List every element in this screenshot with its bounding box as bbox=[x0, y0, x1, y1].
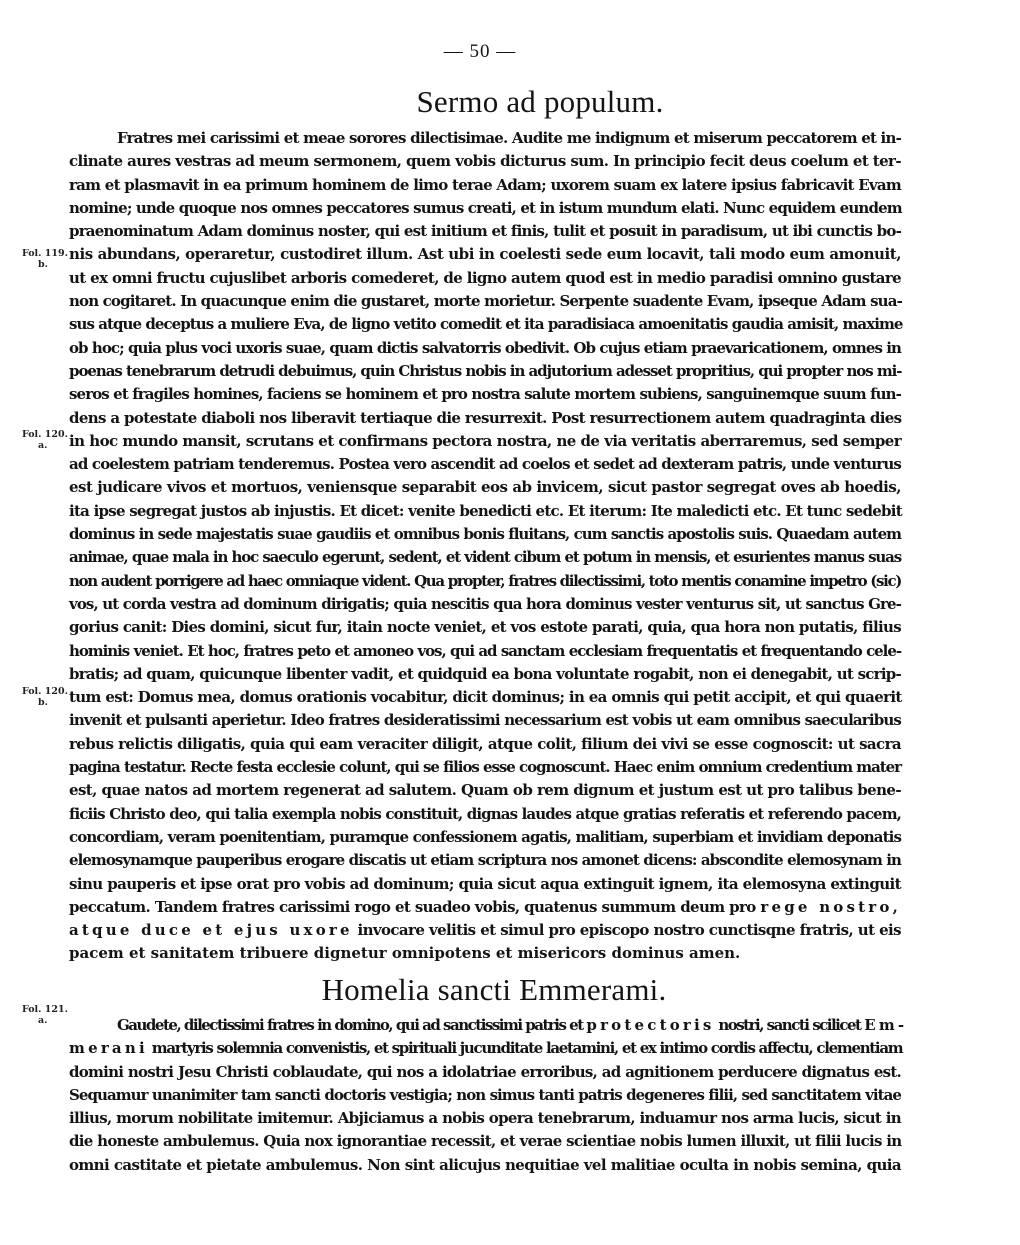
text-run: martyris solemnia convenistis, et spirituali jucunditate laetamini, et ex intimo cordis affectu, clementiam bbox=[151, 1039, 903, 1058]
text-run: Gaudete, dilectissimi fratres in domino, qui ad sanctissimi patris et bbox=[117, 1016, 583, 1034]
text-line: praenominatum Adam dominus noster, qui est initium et finis, tulit et posuit in paradisum, ut ibi cunctis bo- bbox=[69, 222, 901, 241]
text-line: ob hoc; quia plus voci uxoris suae, quam dictis salvatorris obedivit. Ob cujus etiam praevaricationem, omnes in bbox=[69, 338, 901, 357]
text-line: ad coelestem patriam tenderemus. Postea vero ascendit ad coelos et sedet ad dexteram patris, unde venturus bbox=[69, 455, 901, 474]
spaced-text: Em- bbox=[864, 1016, 908, 1034]
sermo-paragraph bbox=[69, 127, 901, 966]
text-run: peccatum. Tandem fratres carissimi rogo et suadeo vobis, quatenus summum deum pro bbox=[69, 897, 756, 916]
folio-side: a. bbox=[38, 1015, 48, 1026]
text-line: ut ex omni fructu cujuslibet arboris comederet, de ligno autem quod est in medio paradisi omnino gustare bbox=[69, 268, 901, 287]
text-line: sus atque deceptus a muliere Eva, de ligno vetito comedit et ita paradisiaca amoenitatis gaudia amisit, maxime bbox=[69, 315, 903, 334]
text-line: sinu pauperis et ipse orat pro vobis ad dominum; quia sicut aqua extinguit ignem, ita elemosyna extinguit bbox=[69, 874, 901, 893]
text-line: tum est: Domus mea, domus orationis vocabitur, dicit dominus; in ea omnis qui petit accipit, et qui quaerit bbox=[69, 688, 902, 707]
text-line: elemosynamque pauperibus erogare discatis ut etiam scriptura nos amonet dicens: abscondite elemosynam in bbox=[69, 851, 901, 870]
folio-number: Fol. 120. bbox=[22, 429, 68, 440]
text-line: in hoc mundo mansit, scrutans et confirmans pectora nostra, ne de via veritatis aberraremus, sed semper bbox=[69, 431, 901, 450]
text-line: Sequamur unanimiter tam sancti doctoris vestigia; non simus tanti patris degeneres filii, sed sanctitatem vitae bbox=[69, 1085, 901, 1104]
text-line: concordiam, veram poenitentiam, puramque confessionem agatis, malitiam, superbiam et invidiam deponatis bbox=[69, 827, 901, 846]
text-run: invocare velitis et simul pro episcopo nostro cunctisqne fratris, ut eis bbox=[357, 921, 901, 940]
folio-side: b. bbox=[38, 259, 48, 270]
text-line: illius, morum nobilitate imitemur. Abjiciamus a nobis opera tenebrarum, induamur nos arma lucis, sicut in bbox=[69, 1109, 901, 1128]
folio-side: a. bbox=[38, 440, 48, 451]
spaced-text: protectoris bbox=[586, 1016, 715, 1034]
text-line: ita ipse segregat justos ab injustis. Et dicet: venite benedicti etc. Et iterum: Ite maledicti etc. Et tunc sedebit bbox=[69, 501, 902, 520]
text-line: bratis; ad quam, quicunque libenter vadit, et quidquid ea bona voluntate rogabit, non ei denegabit, ut scrip- bbox=[69, 664, 901, 683]
spaced-text: rege nostro, bbox=[760, 897, 902, 916]
text-line: die honeste ambulemus. Quia nox ignorantiae recessit, et verae scientiae nobis lumen illuxit, ut filii lucis in bbox=[69, 1132, 902, 1151]
text-line: invenit et pulsanti aperietur. Ideo fratres desideratissimi necessarium est vobis ut eam omnibus saecularibus bbox=[69, 711, 901, 730]
text-line: pacem et sanitatem tribuere dignetur omnipotens et misericors dominus amen. bbox=[69, 944, 741, 963]
text-line bbox=[69, 896, 901, 919]
folio-number: Fol. 119. bbox=[22, 248, 68, 259]
folio-number: Fol. 121. bbox=[22, 1004, 68, 1015]
text-line: seros et fragiles homines, faciens se hominem et pro nostra salute mortem subiens, sanguinemque suum fun- bbox=[69, 385, 901, 404]
section-heading-homelia: Homelia sancti Emmerami. bbox=[321, 972, 667, 1007]
page-number: — 50 — bbox=[443, 41, 517, 62]
text-line: gorius canit: Dies domini, sicut fur, itain nocte veniet, et vos estote parati, quia, qua hora non putatis, filius bbox=[69, 618, 901, 637]
text-line: non cogitaret. In quacunque enim die gustaret, morte morietur. Serpente suadente Evam, ipseque Adam sua- bbox=[69, 292, 902, 311]
text-line bbox=[69, 919, 901, 942]
text-line: nomine; unde quoque nos omnes peccatores sumus creati, et in istum mundum elati. Nunc equidem eundem bbox=[69, 198, 902, 217]
text-line: poenas tenebrarum detrudi debuimus, quin Christus nobis in adjutorium adesset propritius, qui propter nos mi- bbox=[69, 361, 902, 380]
folio-number: Fol. 120. bbox=[22, 686, 68, 697]
text-line: ficiis Christo deo, qui talia exempla nobis constituit, dignas laudes atque gratias referatis et referendo pacem, bbox=[69, 804, 901, 823]
text-line: animae, quae mala in hoc saeculo egerunt, sedent, et vident cibum et potum in mensis, et esurientes manus suas bbox=[69, 548, 901, 567]
text-line: clinate aures vestras ad meum sermonem, quem vobis dicturus sum. In principio fecit deus coelum et ter- bbox=[69, 152, 901, 171]
text-run: nostri, sancti scilicet bbox=[718, 1016, 861, 1034]
text-line: hominis veniet. Et hoc, fratres peto et amoneo vos, qui ad sanctam ecclesiam frequentatis et frequentando cele- bbox=[69, 641, 901, 660]
section-heading-sermo: Sermo ad populum. bbox=[416, 84, 664, 119]
text-line: non audent porrigere ad haec omniaque vident. Qua propter, fratres dilectissimi, toto mentis conamine impetro (sic) bbox=[69, 571, 901, 590]
homelia-paragraph bbox=[69, 1014, 908, 1177]
text-line: pagina testatur. Recte festa ecclesie colunt, qui se filios esse cognoscunt. Haec enim omnium credentium mater bbox=[69, 758, 901, 777]
text-line: domini nostri Jesu Christi coblaudate, qui nos a idolatriae erroribus, ad agnitionem perducere dignatus est. bbox=[69, 1062, 901, 1081]
text-line: rebus relictis diligatis, quia qui eam veraciter diligit, atque colit, filium dei vivi se esse cognoscit: ut sacra bbox=[69, 734, 901, 753]
spaced-text: atque duce et ejus uxore bbox=[69, 921, 353, 940]
text-line: est judicare vivos et mortuos, veniensque separabit eos ab invicem, sicut pastor segregat oves ab hoedis, bbox=[69, 478, 901, 497]
text-line: vos, ut corda vestra ad dominum dirigatis; quia nescitis qua hora dominus vester venturus sit, ut sanctus Gre- bbox=[69, 594, 901, 613]
spaced-text: merani bbox=[69, 1039, 148, 1058]
text-line: est, quae natos ad mortem regenerat ad salutem. Quam ob rem dignum et justum est ut pro talibus bene- bbox=[69, 781, 901, 800]
text-line: nis abundans, operaretur, custodiret illum. Ast ubi in coelesti sede eum locavit, tali modo eum amonuit, bbox=[69, 245, 901, 264]
folio-side: b. bbox=[38, 697, 48, 708]
text-line: ram et plasmavit in ea primum hominem de limo terae Adam; uxorem suam ex latere ipsius fabricavit Evam bbox=[69, 175, 901, 194]
text-line: dens a potestate diaboli nos liberavit tertiaque die resurrexit. Post resurrectionem autem quadraginta dies bbox=[69, 408, 902, 427]
text-line bbox=[69, 1014, 908, 1037]
text-line bbox=[69, 1037, 901, 1060]
text-line: dominus in sede majestatis suae gaudiis et omnibus bonis fluitans, cum sanctis apostolis suis. Quaedam autem bbox=[69, 525, 901, 544]
text-line: omni castitate et pietate ambulemus. Non sint alicujus nequitiae vel malitiae oculta in nobis semina, quia bbox=[69, 1155, 901, 1174]
folio-marker bbox=[22, 1004, 68, 1026]
folio-marker bbox=[22, 686, 68, 708]
text-line: Fratres mei carissimi et meae sorores dilectisimae. Audite me indignum et miserum peccatorem et in- bbox=[117, 129, 901, 147]
folio-marker bbox=[22, 248, 68, 270]
folio-marker bbox=[22, 429, 68, 451]
